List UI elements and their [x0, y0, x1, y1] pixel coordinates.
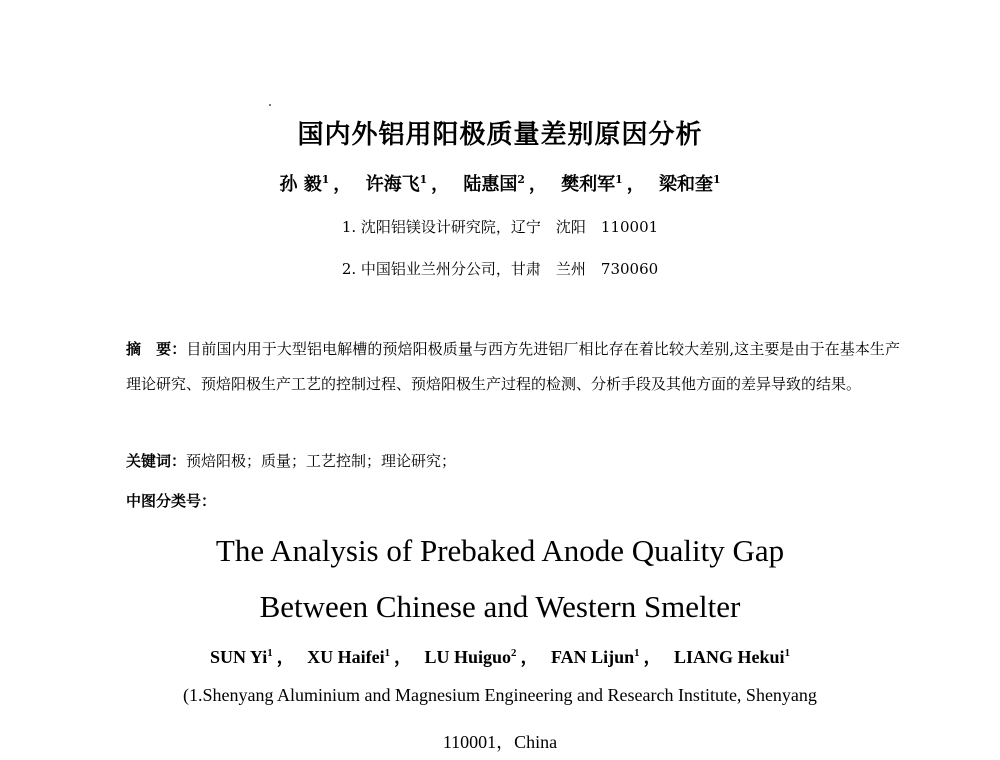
author-affiliation-mark: 1 [384, 647, 390, 659]
author-separator: ， [394, 647, 412, 667]
author-affiliation-mark: 1 [419, 173, 428, 186]
author-name: FAN Lijun [550, 647, 635, 667]
chinese-title: 国内外铝用阳极质量差别原因分析 [297, 120, 703, 150]
author-affiliation-mark: 1 [615, 173, 623, 186]
english-authors [0, 643, 1000, 669]
classification-number [126, 490, 900, 511]
classification-label: 中图分类号： [126, 492, 217, 510]
author-separator: ， [520, 647, 539, 667]
english-affiliation-line-1: (1.Shenyang Aluminium and Magnesium Engineering and Research Institute, Shenyang [183, 685, 817, 705]
author-affiliation-mark: 1 [784, 647, 790, 659]
author-separator: ， [276, 647, 295, 667]
abstract-text: 目前国内用于大型铝电解槽的预焙阳极质量与西方先进铝厂相比存在着比较大差别,这主要是由于在基本生产理论研究、预焙阳极生产工艺的控制过程、预焙阳极生产过程的检测、分析手段及其他方面的差异导致的结果。 [126, 340, 900, 393]
chinese-authors [0, 170, 1000, 196]
chinese-affiliation-2: 2. 中国铝业兰州分公司，甘肃 兰州 730060 [341, 260, 659, 278]
author-affiliation-mark: 2 [517, 173, 525, 186]
author-name: 陆惠国 [463, 174, 518, 195]
author-name: LIANG Hekui [674, 647, 785, 667]
author-name: LU Huiguo [424, 647, 512, 667]
english-affiliation-line-2: 110001，China [442, 732, 558, 752]
author-separator: ， [528, 174, 547, 195]
keywords [126, 450, 900, 471]
chinese-affiliation-1: 1. 沈阳铝镁设计研究院，辽宁 沈阳 110001 [341, 218, 659, 236]
abstract [126, 332, 900, 402]
english-title-line-1: The Analysis of Prebaked Anode Quality Gap [215, 533, 785, 568]
author-name: 许海飞 [365, 174, 420, 195]
author-name: 樊利军 [561, 174, 616, 195]
stray-dot [269, 104, 271, 106]
author-affiliation-mark: 1 [321, 173, 330, 186]
author-separator: ， [626, 174, 645, 195]
author-separator: ， [431, 174, 450, 195]
author-name: 孙 毅 [279, 174, 322, 195]
keywords-label: 关键词： [126, 452, 187, 470]
author-affiliation-mark: 2 [511, 647, 517, 659]
author-affiliation-mark: 1 [712, 173, 721, 186]
keywords-text: 预焙阳极；质量；工艺控制；理论研究； [186, 452, 457, 470]
author-name: SUN Yi [210, 647, 268, 667]
abstract-label: 摘 要： [126, 340, 187, 358]
author-affiliation-mark: 1 [634, 647, 640, 659]
author-name: XU Haifei [307, 647, 385, 667]
author-affiliation-mark: 1 [267, 647, 273, 659]
author-name: 梁和奎 [658, 174, 713, 195]
author-separator: ， [643, 647, 662, 667]
author-separator: ， [333, 174, 352, 195]
english-title-line-2: Between Chinese and Western Smelter [259, 589, 741, 624]
